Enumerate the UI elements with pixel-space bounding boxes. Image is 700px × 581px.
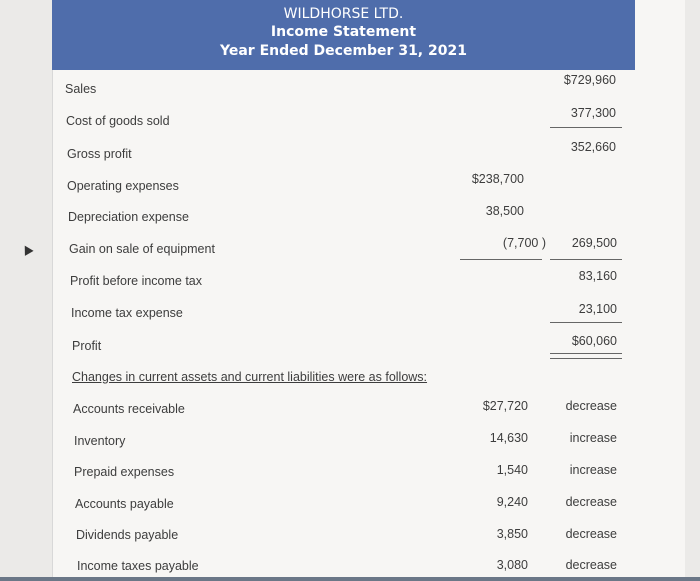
change-amount-prepaid-expenses: 1,540 [496,463,528,477]
change-direction-accounts-payable: decrease [565,495,617,509]
statement-title: Income Statement [270,24,417,40]
row-label-gross-profit: Gross profit [67,147,132,161]
change-direction-prepaid-expenses: increase [569,463,617,477]
mouse-cursor-icon [20,243,33,256]
row-value-sales: $729,960 [563,73,616,87]
change-label-inventory: Inventory [74,434,126,448]
row-value-depreciation: 38,500 [485,204,524,218]
row-value-profit: $60,060 [571,334,617,348]
change-label-prepaid-expenses: Prepaid expenses [74,465,175,479]
underline [550,322,622,323]
underline [550,127,622,128]
row-label-profit-before-tax: Profit before income tax [70,274,203,288]
statement-sheet [52,0,685,581]
row-label-income-tax: Income tax expense [71,306,183,320]
change-amount-accounts-receivable: $27,720 [482,399,528,413]
change-amount-inventory: 14,630 [489,431,528,445]
row-label-profit: Profit [72,339,102,353]
change-direction-inventory: increase [569,431,617,445]
change-amount-dividends-payable: 3,850 [496,527,528,541]
row-label-gain-on-sale: Gain on sale of equipment [69,242,215,256]
change-label-dividends-payable: Dividends payable [76,528,179,542]
double-underline [550,353,622,359]
bottom-edge [0,577,700,581]
row-label-operating-expenses: Operating expenses [67,179,179,193]
company-name: WILDHORSE LTD. [283,6,404,22]
change-direction-income-taxes-payable: decrease [565,558,617,572]
statement-header [52,0,635,70]
changes-title: Changes in current assets and current liabilities were as follows: [72,370,428,384]
row-value-cogs: 377,300 [570,106,616,120]
change-label-income-taxes-payable: Income taxes payable [77,559,199,573]
row-label-depreciation: Depreciation expense [68,210,189,224]
change-direction-dividends-payable: decrease [565,527,617,541]
row-value-operating-expenses: $238,700 [471,172,524,186]
row-value-total-expenses: 269,500 [571,236,617,250]
change-amount-income-taxes-payable: 3,080 [496,558,528,572]
row-value-income-tax: 23,100 [578,302,617,316]
change-direction-accounts-receivable: decrease [565,399,617,413]
row-value-gross-profit: 352,660 [570,140,616,154]
statement-period: Year Ended December 31, 2021 [220,43,467,59]
change-label-accounts-receivable: Accounts receivable [73,402,185,416]
change-label-accounts-payable: Accounts payable [75,497,174,511]
row-label-sales: Sales [65,82,97,96]
underline [460,259,542,260]
row-label-cogs: Cost of goods sold [66,114,170,128]
change-amount-accounts-payable: 9,240 [496,495,528,509]
underline [550,259,622,260]
row-value-gain-on-sale: (7,700 ) [502,236,546,250]
row-value-profit-before-tax: 83,160 [578,269,617,283]
